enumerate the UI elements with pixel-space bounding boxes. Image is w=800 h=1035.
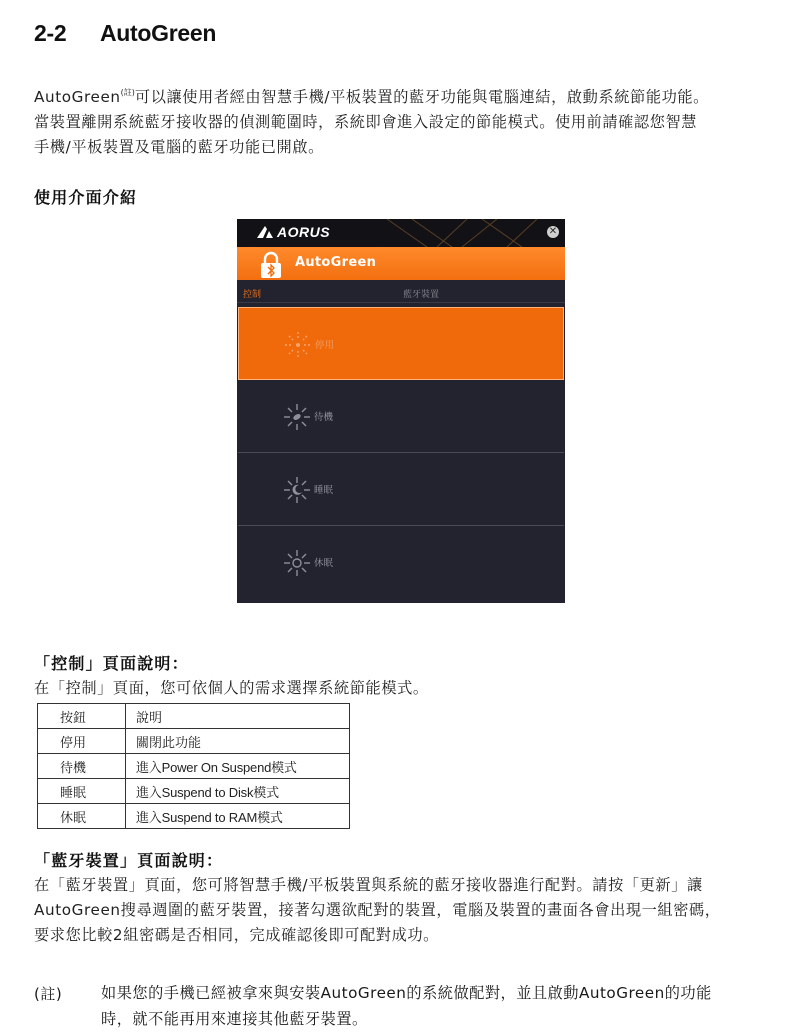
section-number: 2-2 bbox=[34, 20, 67, 46]
close-button[interactable]: ✕ bbox=[548, 226, 558, 237]
note-line-1: 如果您的手機已經被拿來與安裝AutoGreen的系統做配對，並且啟動AutoGreen的功能 bbox=[101, 984, 712, 1002]
table-header-cell: 按鈕 bbox=[38, 704, 126, 729]
intro-line-1 bbox=[34, 80, 774, 110]
table-cell-desc: 進入Suspend to RAM模式 bbox=[126, 804, 350, 829]
app-title-bar bbox=[237, 219, 565, 247]
table-header-row bbox=[38, 704, 350, 729]
ui-heading: 使用介面介紹 bbox=[34, 188, 138, 207]
app-tabs bbox=[237, 280, 565, 303]
standby-icon bbox=[282, 402, 312, 432]
mode-disable-button[interactable] bbox=[238, 307, 564, 380]
bt-line-2: AutoGreen搜尋週圍的藍牙裝置，接著勾選欲配對的裝置，電腦及裝置的畫面各會出現一組密碼， bbox=[34, 901, 721, 919]
bt-line-1: 在「藍牙裝置」頁面，您可將智慧手機/平板裝置與系統的藍牙接收器進行配對。請按「更新」讓 bbox=[34, 876, 703, 894]
table-row bbox=[38, 754, 350, 779]
intro-paragraph bbox=[34, 80, 774, 160]
bt-line-3: 要求您比較2組密碼是否相同，完成確認後即可配對成功。 bbox=[34, 926, 439, 944]
section-title bbox=[34, 20, 216, 47]
hibernate-icon bbox=[282, 548, 312, 578]
mode-sleep-button[interactable] bbox=[238, 453, 564, 526]
note-text bbox=[101, 980, 776, 1032]
table-row bbox=[38, 729, 350, 754]
power-off-icon bbox=[283, 330, 313, 360]
bluetooth-lock-icon bbox=[259, 251, 283, 279]
note-line-2: 時，就不能再用來連接其他藍牙裝置。 bbox=[101, 1010, 368, 1028]
table-row bbox=[38, 804, 350, 829]
table-row bbox=[38, 779, 350, 804]
intro-line-2: 當裝置離開系統藍牙接收器的偵測範圍時，系統即會進入設定的節能模式。使用前請確認您智慧 bbox=[34, 113, 698, 131]
section-name: AutoGreen bbox=[100, 20, 217, 46]
app-header bbox=[237, 247, 565, 280]
mode-hibernate-button[interactable] bbox=[238, 526, 564, 598]
bt-page-heading: 「藍牙裝置」頁面說明： bbox=[34, 851, 224, 870]
button-description-table bbox=[37, 703, 350, 829]
note-mark: (註) bbox=[34, 985, 63, 1003]
autogreen-app-window bbox=[237, 219, 565, 603]
mode-label-standby: 待機 bbox=[314, 412, 334, 423]
table-header-cell: 說明 bbox=[126, 704, 350, 729]
mode-label-hibernate: 休眠 bbox=[314, 558, 334, 569]
sleep-moon-icon bbox=[282, 475, 312, 505]
control-page-desc: 在「控制」頁面，您可依個人的需求選擇系統節能模式。 bbox=[34, 679, 429, 697]
control-page-heading: 「控制」頁面說明： bbox=[34, 654, 189, 673]
tab-control[interactable]: 控制 bbox=[243, 290, 262, 300]
table-cell-desc: 進入Power On Suspend模式 bbox=[126, 754, 350, 779]
table-cell-button: 停用 bbox=[38, 729, 126, 754]
mode-label-disable: 停用 bbox=[315, 340, 335, 351]
table-cell-button: 睡眠 bbox=[38, 779, 126, 804]
intro-line-3: 手機/平板裝置及電腦的藍牙功能已開啟。 bbox=[34, 138, 324, 156]
mode-standby-button[interactable] bbox=[238, 380, 564, 453]
aorus-eagle-icon bbox=[257, 225, 273, 239]
bt-page-paragraph bbox=[34, 873, 774, 948]
intro-lead: AutoGreen bbox=[34, 88, 121, 106]
aorus-logo-text: AORUS bbox=[277, 224, 331, 240]
table-cell-button: 待機 bbox=[38, 754, 126, 779]
mode-label-sleep: 睡眠 bbox=[314, 485, 334, 496]
table-cell-desc: 進入Suspend to Disk模式 bbox=[126, 779, 350, 804]
table-cell-desc: 關閉此功能 bbox=[126, 729, 350, 754]
table-cell-button: 休眠 bbox=[38, 804, 126, 829]
note-reference: (註) bbox=[120, 88, 135, 97]
intro-text-1: 可以讓使用者經由智慧手機/平板裝置的藍牙功能與電腦連結，啟動系統節能功能。 bbox=[134, 88, 709, 106]
tab-bluetooth-devices[interactable]: 藍牙裝置 bbox=[403, 290, 440, 300]
aorus-logo bbox=[257, 224, 330, 240]
app-name: AutoGreen bbox=[295, 255, 377, 270]
